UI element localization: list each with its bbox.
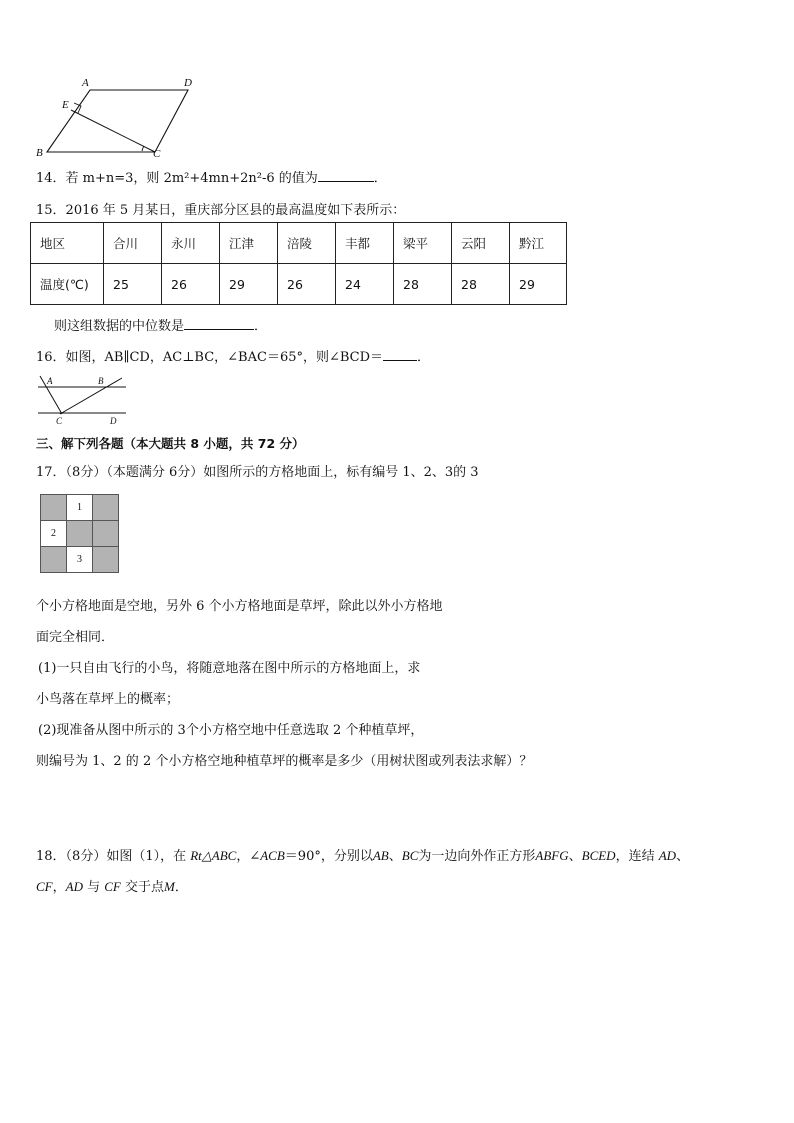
q16-text: 16．如图，AB∥CD，AC⊥BC，∠BAC＝65°，则∠BCD＝	[36, 350, 384, 365]
q18-ad2: AD	[65, 879, 83, 894]
question-18-line2	[36, 876, 188, 895]
q17-line6: (2)现准备从图中所示的 3个小方格空地中任意选取 2 个种植草坪，	[38, 723, 424, 738]
label-e: E	[62, 99, 69, 111]
parallelogram-figure	[30, 72, 210, 164]
table-cell: 29	[220, 264, 278, 305]
label-d: D	[184, 77, 192, 89]
table-cell: 温度(℃)	[31, 264, 104, 305]
grass-cell	[93, 521, 119, 547]
q16-blank	[383, 360, 417, 361]
section-3-heading: 三、解下列各题（本大题共 8 小题，共 72 分）	[36, 436, 305, 451]
table-cell: 黔江	[510, 223, 567, 264]
q18-part: 、	[388, 849, 402, 864]
q17-line1: 17．（8分）（本题满分 6分）如图所示的方格地面上，标有编号 1、2、3的 3	[36, 465, 479, 480]
q18-part: ，∠	[236, 849, 261, 864]
q18-part: 18．（8分）如图（1），在	[36, 849, 191, 864]
q17-line2: 个小方格地面是空地，另外 6 个小方格地面是草坪，除此以外小方格地	[36, 599, 443, 614]
table-cell: 涪陵	[278, 223, 336, 264]
q17-line4: (1)一只自由飞行的小鸟，将随意地落在图中所示的方格地面上，求	[38, 661, 421, 676]
label-d: D	[110, 416, 117, 426]
q18-abfg: ABFG	[535, 848, 569, 863]
q18-cf: CF	[36, 879, 53, 894]
q15-after	[54, 315, 267, 334]
q18-part: 、	[568, 849, 582, 864]
q18-rt: Rt△ABC	[190, 848, 237, 863]
parallel-lines-figure	[34, 372, 130, 428]
q18-part: ，	[52, 880, 66, 895]
q18-part: 为一边向外作正方形	[418, 849, 536, 864]
temperature-table	[30, 222, 567, 305]
table-cell: 24	[336, 264, 394, 305]
table-row	[31, 264, 567, 305]
q18-cf2: CF	[104, 879, 121, 894]
grass-cell	[93, 547, 119, 573]
question-15: 15．2016 年 5 月某日，重庆部分区县的最高温度如下表所示：	[36, 203, 406, 218]
table-cell: 永川	[162, 223, 220, 264]
label-a: A	[82, 77, 89, 89]
question-16	[36, 346, 430, 365]
q16-end: ．	[417, 350, 431, 365]
q18-part: 、	[676, 849, 690, 864]
table-row	[41, 495, 119, 521]
q18-bc: BC	[401, 848, 419, 863]
table-cell: 丰都	[336, 223, 394, 264]
grass-cell	[67, 521, 93, 547]
table-cell: 25	[104, 264, 162, 305]
q17-line7: 则编号为 1、2 的 2 个小方格空地种植草坪的概率是多少（用树状图或列表法求解）？	[36, 754, 533, 769]
empty-cell-3: 3	[67, 547, 93, 573]
table-cell: 江津	[220, 223, 278, 264]
q17-line5: 小鸟落在草坪上的概率；	[36, 692, 180, 707]
q18-m: M	[164, 879, 175, 894]
grass-cell	[41, 547, 67, 573]
label-a: A	[47, 376, 53, 386]
table-cell: 梁平	[394, 223, 452, 264]
table-cell: 28	[452, 264, 510, 305]
label-b: B	[98, 376, 104, 386]
question-14	[36, 167, 387, 186]
q18-part: 与	[82, 880, 105, 895]
label-b: B	[36, 147, 43, 159]
table-row	[41, 521, 119, 547]
q18-acb: ACB	[260, 848, 285, 863]
empty-cell-1: 1	[67, 495, 93, 521]
label-c: C	[153, 148, 161, 160]
table-cell: 26	[278, 264, 336, 305]
q14-blank	[318, 181, 374, 182]
table-cell: 合川	[104, 223, 162, 264]
table-cell: 26	[162, 264, 220, 305]
table-cell: 云阳	[452, 223, 510, 264]
empty-cell-2: 2	[41, 521, 67, 547]
q18-bced: BCED	[581, 848, 616, 863]
q15-blank	[184, 329, 254, 330]
q18-part: ，连结	[615, 849, 659, 864]
q18-ab: AB	[372, 848, 389, 863]
q18-ad: AD	[658, 848, 677, 863]
table-cell: 28	[394, 264, 452, 305]
q14-end: ．	[373, 171, 387, 186]
table-row	[41, 547, 119, 573]
q14-text: 14．若 m+n=3，则 2m²+4mn+2n²-6 的值为	[36, 171, 318, 186]
q18-part: ＝90°，分别以	[284, 849, 373, 864]
grass-cell	[93, 495, 119, 521]
question-18-line1	[36, 845, 689, 864]
table-cell: 地区	[31, 223, 104, 264]
table-row	[31, 223, 567, 264]
grass-cell	[41, 495, 67, 521]
q18-part: 交于点	[120, 880, 165, 895]
q15-end: ．	[254, 319, 268, 334]
q15-after-text: 则这组数据的中位数是	[54, 319, 185, 334]
q17-line3: 面完全相同．	[36, 630, 115, 645]
table-cell: 29	[510, 264, 567, 305]
square-grid	[40, 494, 119, 573]
q18-part: ．	[174, 880, 188, 895]
label-c: C	[56, 416, 63, 426]
